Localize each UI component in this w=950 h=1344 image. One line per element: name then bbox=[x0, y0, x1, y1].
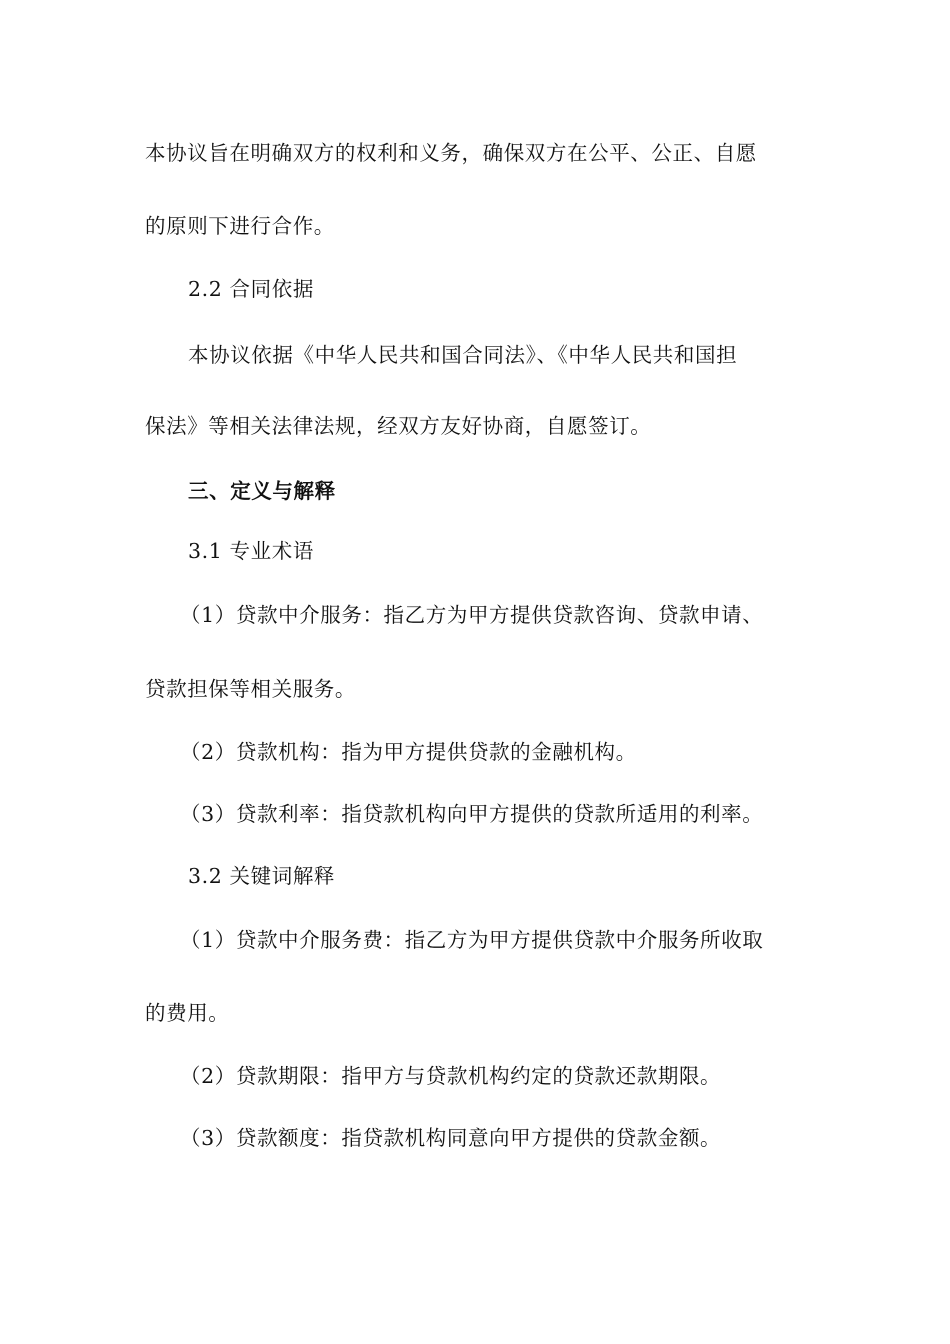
term-item-3: （3）贷款利率：指贷款机构向甲方提供的贷款所适用的利率。 bbox=[180, 802, 764, 826]
term-item-1-line-1: （1）贷款中介服务：指乙方为甲方提供贷款咨询、贷款申请、 bbox=[180, 603, 764, 627]
section-heading-3-1: 3.1 专业术语 bbox=[188, 539, 314, 563]
paragraph-basis-line-2: 保法》等相关法律法规，经双方友好协商，自愿签订。 bbox=[145, 414, 652, 438]
paragraph-purpose-line-1: 本协议旨在明确双方的权利和义务，确保双方在公平、公正、自愿 bbox=[145, 141, 757, 165]
paragraph-purpose-line-2: 的原则下进行合作。 bbox=[145, 214, 335, 238]
keyword-item-1-line-1: （1）贷款中介服务费：指乙方为甲方提供贷款中介服务所收取 bbox=[180, 928, 764, 952]
paragraph-basis-line-1: 本协议依据《中华人民共和国合同法》、《中华人民共和国担 bbox=[188, 343, 738, 367]
keyword-item-2: （2）贷款期限：指甲方与贷款机构约定的贷款还款期限。 bbox=[180, 1064, 722, 1088]
term-item-1-line-2: 贷款担保等相关服务。 bbox=[145, 677, 356, 701]
chapter-heading-3: 三、定义与解释 bbox=[188, 479, 336, 503]
section-heading-2-2: 2.2 合同依据 bbox=[188, 277, 314, 301]
keyword-item-3: （3）贷款额度：指贷款机构同意向甲方提供的贷款金额。 bbox=[180, 1126, 722, 1150]
section-heading-3-2: 3.2 关键词解释 bbox=[188, 864, 336, 888]
keyword-item-1-line-2: 的费用。 bbox=[145, 1001, 230, 1025]
term-item-2: （2）贷款机构：指为甲方提供贷款的金融机构。 bbox=[180, 740, 637, 764]
